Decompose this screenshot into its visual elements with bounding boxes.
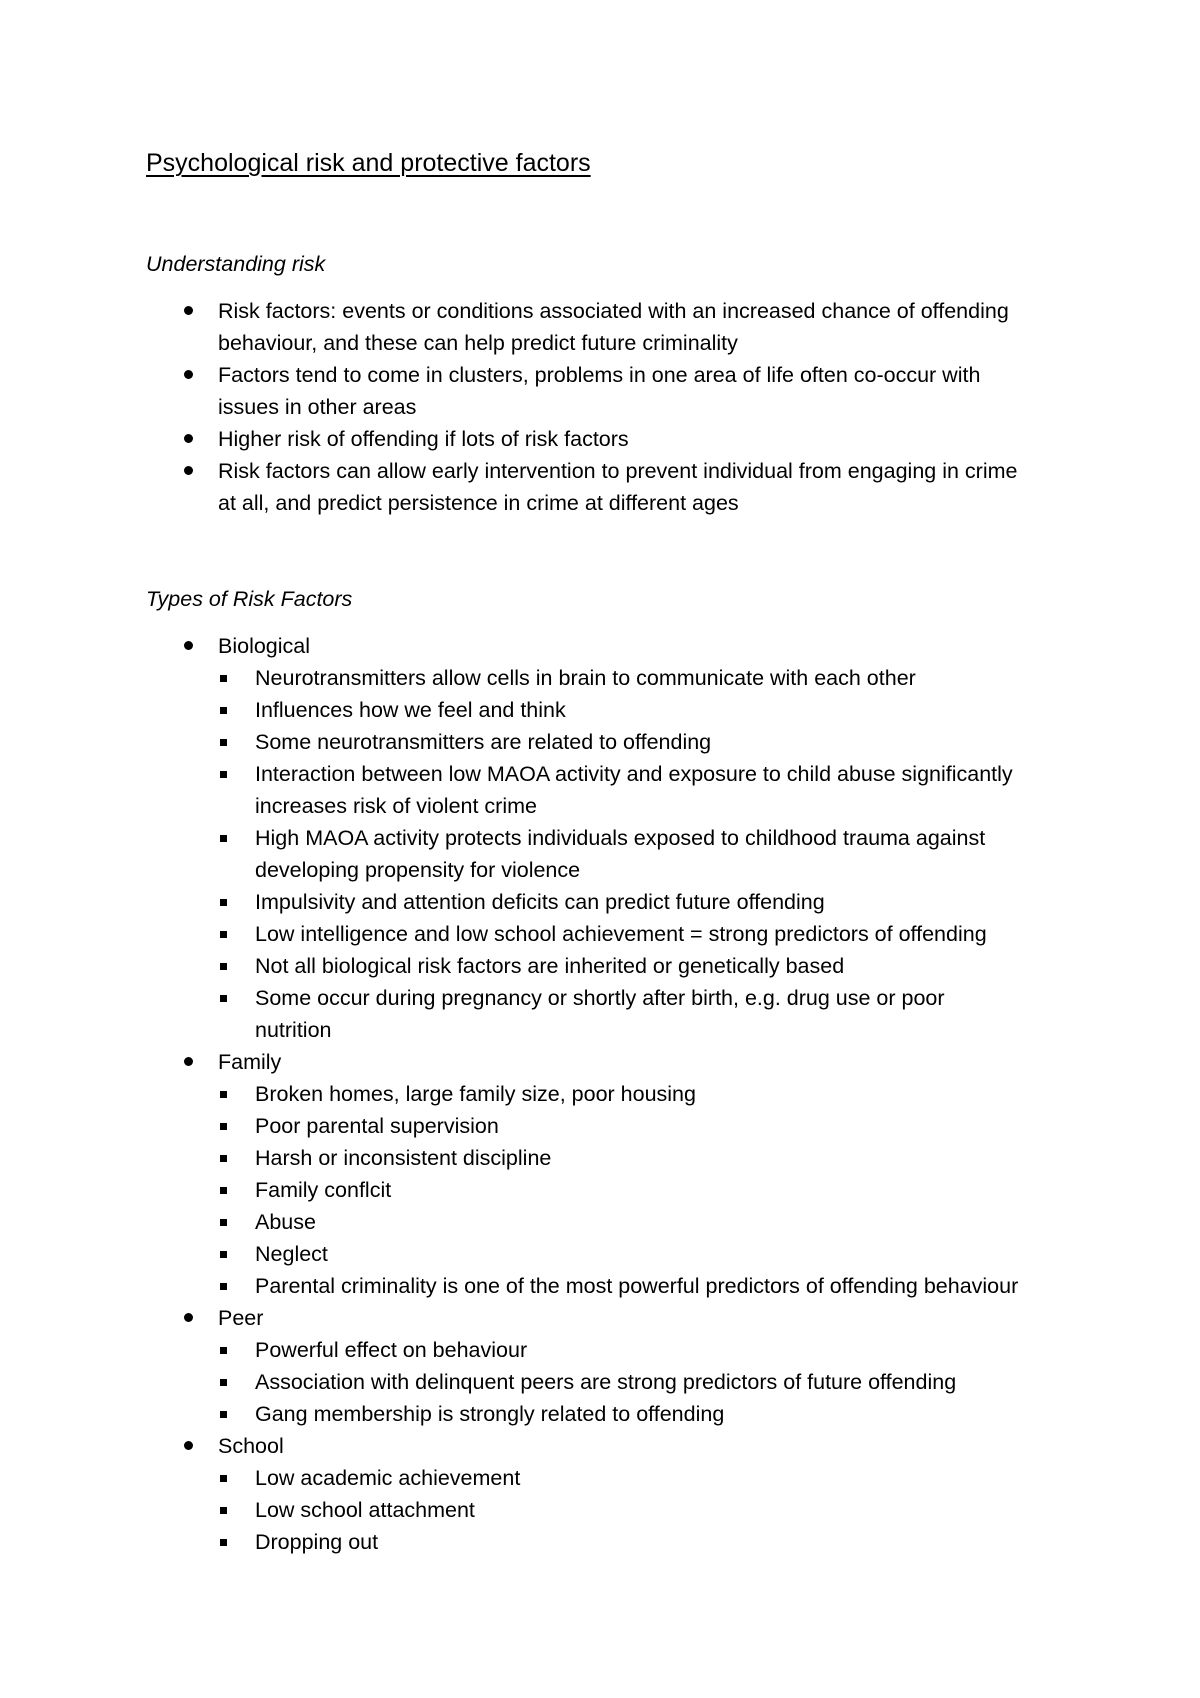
bullet-square-icon xyxy=(220,1091,227,1098)
bullet-dot-icon xyxy=(184,1313,193,1322)
bullet-square-icon xyxy=(220,739,227,746)
list-item: Risk factors can allow early intervention to prevent individual from engaging in crime at all, and predict persistence in crime at different ages xyxy=(0,455,1200,519)
bullet-square-icon xyxy=(220,1347,227,1354)
bullet-square-icon xyxy=(220,963,227,970)
list-item: Low academic achievement xyxy=(0,1462,1200,1494)
list-item: Higher risk of offending if lots of risk factors xyxy=(0,423,1200,455)
list-item: Dropping out xyxy=(0,1526,1200,1558)
bullet-square-icon xyxy=(220,675,227,682)
list-item: Factors tend to come in clusters, problems in one area of life often co-occur with issues in other areas xyxy=(0,359,1200,423)
bullet-square-icon xyxy=(220,931,227,938)
list-item: Some occur during pregnancy or shortly after birth, e.g. drug use or poor nutrition xyxy=(0,982,1200,1046)
list-item: Neglect xyxy=(0,1238,1200,1270)
bullet-square-icon xyxy=(220,771,227,778)
list-item: Impulsivity and attention deficits can predict future offending xyxy=(0,886,1200,918)
list-item: Family conflcit xyxy=(0,1174,1200,1206)
bullet-square-icon xyxy=(220,835,227,842)
bullet-dot-icon xyxy=(184,434,193,443)
understanding-risk-list xyxy=(0,295,1200,519)
bullet-square-icon xyxy=(220,707,227,714)
bullet-square-icon xyxy=(220,1123,227,1130)
list-item: Neurotransmitters allow cells in brain to communicate with each other xyxy=(0,662,1200,694)
category-school: School xyxy=(0,1430,1200,1462)
bullet-square-icon xyxy=(220,1475,227,1482)
bullet-square-icon xyxy=(220,1283,227,1290)
bullet-dot-icon xyxy=(184,641,193,650)
list-item: Association with delinquent peers are strong predictors of future offending xyxy=(0,1366,1200,1398)
bullet-square-icon xyxy=(220,1155,227,1162)
list-item: Some neurotransmitters are related to offending xyxy=(0,726,1200,758)
bullet-square-icon xyxy=(220,1379,227,1386)
bullet-dot-icon xyxy=(184,1441,193,1450)
list-item: Influences how we feel and think xyxy=(0,694,1200,726)
section-heading-understanding-risk: Understanding risk xyxy=(146,252,326,276)
list-item: Broken homes, large family size, poor housing xyxy=(0,1078,1200,1110)
list-item: Powerful effect on behaviour xyxy=(0,1334,1200,1366)
list-item: Low intelligence and low school achievement = strong predictors of offending xyxy=(0,918,1200,950)
bullet-square-icon xyxy=(220,1219,227,1226)
list-item: Interaction between low MAOA activity and exposure to child abuse significantly increases risk of violent crime xyxy=(0,758,1200,822)
list-item: Abuse xyxy=(0,1206,1200,1238)
bullet-dot-icon xyxy=(184,1057,193,1066)
category-family: Family xyxy=(0,1046,1200,1078)
bullet-square-icon xyxy=(220,899,227,906)
list-item: Not all biological risk factors are inherited or genetically based xyxy=(0,950,1200,982)
bullet-square-icon xyxy=(220,1507,227,1514)
list-item: Risk factors: events or conditions associated with an increased chance of offending behaviour, and these can help predict future criminality xyxy=(0,295,1200,359)
category-peer: Peer xyxy=(0,1302,1200,1334)
list-item: Parental criminality is one of the most powerful predictors of offending behaviour xyxy=(0,1270,1200,1302)
bullet-square-icon xyxy=(220,995,227,1002)
section-heading-types-of-risk-factors: Types of Risk Factors xyxy=(146,587,353,611)
bullet-square-icon xyxy=(220,1539,227,1546)
types-of-risk-factors-list xyxy=(0,630,1200,1558)
bullet-square-icon xyxy=(220,1411,227,1418)
bullet-dot-icon xyxy=(184,466,193,475)
bullet-dot-icon xyxy=(184,306,193,315)
category-biological: Biological xyxy=(0,630,1200,662)
list-item: Harsh or inconsistent discipline xyxy=(0,1142,1200,1174)
bullet-dot-icon xyxy=(184,370,193,379)
list-item: Gang membership is strongly related to offending xyxy=(0,1398,1200,1430)
bullet-square-icon xyxy=(220,1187,227,1194)
page-title: Psychological risk and protective factors xyxy=(146,149,591,177)
list-item: Poor parental supervision xyxy=(0,1110,1200,1142)
bullet-square-icon xyxy=(220,1251,227,1258)
list-item: High MAOA activity protects individuals exposed to childhood trauma against developing propensity for violence xyxy=(0,822,1200,886)
list-item: Low school attachment xyxy=(0,1494,1200,1526)
